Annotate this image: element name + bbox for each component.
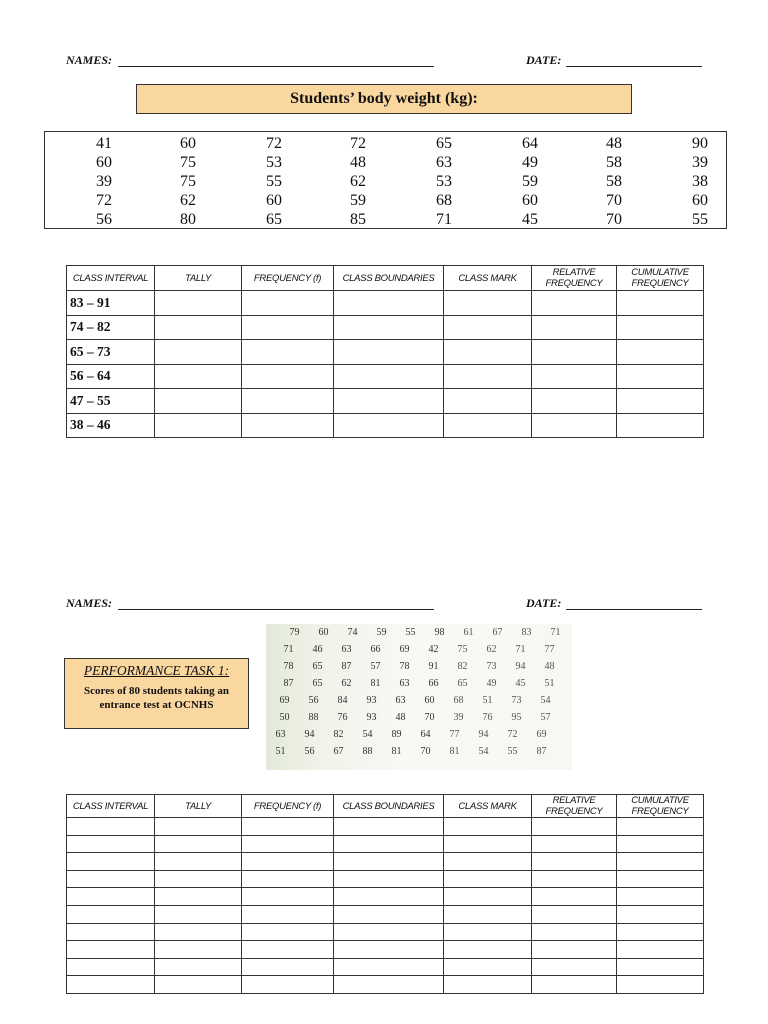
answer-cell[interactable] — [334, 389, 444, 414]
score-value: 48 — [544, 661, 555, 672]
answer-cell[interactable] — [242, 340, 334, 365]
score-value: 59 — [376, 627, 387, 638]
table-row — [67, 291, 704, 316]
date-label: DATE: — [526, 53, 562, 67]
table-row — [67, 941, 704, 959]
score-value: 66 — [428, 678, 439, 689]
weight-value: 80 — [180, 210, 196, 228]
column-header: RELATIVE FREQUENCY — [532, 266, 617, 291]
scores-row — [266, 692, 572, 709]
table-row — [67, 976, 704, 994]
scores-row — [266, 743, 572, 760]
answer-cell[interactable] — [155, 389, 242, 414]
answer-cell[interactable] — [532, 818, 617, 836]
class-interval-cell: 38 – 46 — [67, 413, 155, 438]
answer-cell[interactable] — [67, 976, 155, 994]
scores-row — [266, 726, 572, 743]
answer-cell[interactable] — [617, 870, 704, 888]
answer-cell[interactable] — [242, 291, 334, 316]
score-value: 74 — [347, 627, 358, 638]
answer-cell[interactable] — [532, 835, 617, 853]
score-value: 54 — [540, 695, 551, 706]
score-value: 70 — [424, 712, 435, 723]
score-value: 39 — [453, 712, 464, 723]
answer-cell[interactable] — [67, 941, 155, 959]
date-label-2: DATE: — [526, 596, 562, 610]
score-value: 65 — [457, 678, 468, 689]
weight-value: 90 — [692, 134, 708, 152]
score-value: 94 — [304, 729, 315, 740]
answer-cell[interactable] — [617, 291, 704, 316]
weights-row — [45, 153, 726, 172]
weight-value: 72 — [266, 134, 282, 152]
score-value: 70 — [420, 746, 431, 757]
answer-cell[interactable] — [617, 905, 704, 923]
names-label: NAMES: — [66, 53, 113, 67]
score-value: 56 — [308, 695, 319, 706]
score-value: 93 — [366, 695, 377, 706]
score-value: 66 — [370, 644, 381, 655]
score-value: 94 — [515, 661, 526, 672]
score-value: 78 — [399, 661, 410, 672]
score-value: 46 — [312, 644, 323, 655]
score-value: 57 — [370, 661, 381, 672]
class-interval-cell: 74 – 82 — [67, 315, 155, 340]
class-interval-cell: 65 – 73 — [67, 340, 155, 365]
weight-value: 70 — [606, 210, 622, 228]
answer-cell[interactable] — [334, 835, 444, 853]
answer-cell[interactable] — [334, 888, 444, 906]
class-interval-cell: 56 – 64 — [67, 364, 155, 389]
answer-cell[interactable] — [67, 923, 155, 941]
answer-cell[interactable] — [242, 389, 334, 414]
weight-value: 58 — [606, 153, 622, 171]
answer-cell[interactable] — [155, 853, 242, 871]
answer-cell[interactable] — [617, 853, 704, 871]
answer-cell[interactable] — [242, 853, 334, 871]
score-value: 82 — [333, 729, 344, 740]
score-value: 79 — [289, 627, 300, 638]
answer-cell[interactable] — [532, 364, 617, 389]
score-value: 88 — [308, 712, 319, 723]
weight-value: 48 — [350, 153, 366, 171]
table-row — [67, 923, 704, 941]
answer-cell[interactable] — [617, 976, 704, 994]
score-value: 98 — [434, 627, 445, 638]
score-value: 71 — [283, 644, 294, 655]
score-value: 49 — [486, 678, 497, 689]
weight-value: 71 — [436, 210, 452, 228]
score-value: 78 — [283, 661, 294, 672]
answer-cell[interactable] — [532, 905, 617, 923]
score-value: 81 — [391, 746, 402, 757]
answer-cell[interactable] — [67, 818, 155, 836]
score-value: 55 — [507, 746, 518, 757]
weight-value: 62 — [350, 172, 366, 190]
score-value: 71 — [550, 627, 561, 638]
column-header: CUMULATIVE FREQUENCY — [617, 795, 704, 818]
answer-cell[interactable] — [155, 413, 242, 438]
weight-value: 60 — [266, 191, 282, 209]
score-value: 73 — [486, 661, 497, 672]
score-value: 91 — [428, 661, 439, 672]
score-value: 60 — [318, 627, 329, 638]
table-row — [67, 870, 704, 888]
answer-cell[interactable] — [444, 870, 532, 888]
answer-cell[interactable] — [155, 941, 242, 959]
answer-cell[interactable] — [444, 818, 532, 836]
answer-cell[interactable] — [67, 870, 155, 888]
answer-cell[interactable] — [242, 905, 334, 923]
weight-value: 48 — [606, 134, 622, 152]
answer-cell[interactable] — [67, 888, 155, 906]
names-field[interactable] — [118, 66, 434, 67]
score-value: 57 — [540, 712, 551, 723]
answer-cell[interactable] — [617, 413, 704, 438]
answer-cell[interactable] — [242, 818, 334, 836]
score-value: 45 — [515, 678, 526, 689]
score-value: 65 — [312, 661, 323, 672]
weights-row — [45, 210, 726, 229]
answer-cell[interactable] — [444, 905, 532, 923]
column-header: CLASS MARK — [444, 266, 532, 291]
score-value: 63 — [275, 729, 286, 740]
answer-cell[interactable] — [617, 364, 704, 389]
answer-cell[interactable] — [334, 340, 444, 365]
answer-cell[interactable] — [334, 413, 444, 438]
answer-cell[interactable] — [155, 291, 242, 316]
scores-row — [266, 624, 572, 641]
answer-cell[interactable] — [617, 888, 704, 906]
answer-cell[interactable] — [532, 870, 617, 888]
answer-cell[interactable] — [444, 888, 532, 906]
weight-value: 62 — [180, 191, 196, 209]
weight-value: 85 — [350, 210, 366, 228]
score-value: 62 — [486, 644, 497, 655]
score-value: 54 — [478, 746, 489, 757]
weight-value: 70 — [606, 191, 622, 209]
answer-cell[interactable] — [444, 389, 532, 414]
answer-cell[interactable] — [532, 976, 617, 994]
column-header: TALLY — [155, 266, 242, 291]
score-value: 55 — [405, 627, 416, 638]
score-value: 75 — [457, 644, 468, 655]
answer-cell[interactable] — [444, 923, 532, 941]
weight-value: 49 — [522, 153, 538, 171]
answer-cell[interactable] — [155, 870, 242, 888]
answer-cell[interactable] — [155, 315, 242, 340]
weight-value: 53 — [266, 153, 282, 171]
weight-value: 75 — [180, 153, 196, 171]
answer-cell[interactable] — [532, 389, 617, 414]
answer-cell[interactable] — [444, 315, 532, 340]
answer-cell[interactable] — [155, 976, 242, 994]
scores-photo — [266, 624, 572, 770]
score-value: 51 — [544, 678, 555, 689]
score-value: 77 — [544, 644, 555, 655]
score-value: 67 — [333, 746, 344, 757]
column-header: CLASS MARK — [444, 795, 532, 818]
answer-cell[interactable] — [532, 941, 617, 959]
scores-row — [266, 709, 572, 726]
answer-cell[interactable] — [617, 923, 704, 941]
answer-cell[interactable] — [334, 291, 444, 316]
weight-value: 39 — [96, 172, 112, 190]
table-row — [67, 315, 704, 340]
table-row — [67, 413, 704, 438]
date-field[interactable] — [566, 66, 702, 67]
weight-value: 60 — [522, 191, 538, 209]
answer-cell[interactable] — [532, 853, 617, 871]
answer-cell[interactable] — [242, 870, 334, 888]
score-value: 94 — [478, 729, 489, 740]
answer-cell[interactable] — [155, 818, 242, 836]
score-value: 77 — [449, 729, 460, 740]
answer-cell[interactable] — [617, 818, 704, 836]
answer-cell[interactable] — [242, 958, 334, 976]
weights-row — [45, 191, 726, 210]
score-value: 67 — [492, 627, 503, 638]
answer-cell[interactable] — [242, 315, 334, 340]
score-value: 68 — [453, 695, 464, 706]
column-header: FREQUENCY (f) — [242, 266, 334, 291]
score-value: 62 — [341, 678, 352, 689]
answer-cell[interactable] — [155, 905, 242, 923]
answer-cell[interactable] — [242, 941, 334, 959]
score-value: 65 — [312, 678, 323, 689]
answer-cell[interactable] — [617, 340, 704, 365]
answer-cell[interactable] — [334, 923, 444, 941]
score-value: 93 — [366, 712, 377, 723]
task-description: Scores of 80 students taking an entrance test at OCNHS — [84, 685, 229, 711]
answer-cell[interactable] — [334, 976, 444, 994]
weight-value: 55 — [266, 172, 282, 190]
answer-cell[interactable] — [532, 291, 617, 316]
score-value: 51 — [275, 746, 286, 757]
score-value: 76 — [482, 712, 493, 723]
score-value: 63 — [341, 644, 352, 655]
column-header: CLASS INTERVAL — [67, 795, 155, 818]
answer-cell[interactable] — [444, 853, 532, 871]
score-value: 42 — [428, 644, 439, 655]
answer-cell[interactable] — [155, 888, 242, 906]
table-row — [67, 364, 704, 389]
weight-value: 63 — [436, 153, 452, 171]
answer-cell[interactable] — [155, 835, 242, 853]
score-value: 54 — [362, 729, 373, 740]
weight-value: 59 — [522, 172, 538, 190]
weights-grid — [45, 134, 726, 229]
answer-cell[interactable] — [155, 923, 242, 941]
table-row — [67, 389, 704, 414]
answer-cell[interactable] — [617, 315, 704, 340]
score-value: 64 — [420, 729, 431, 740]
answer-cell[interactable] — [242, 923, 334, 941]
task-title: PERFORMANCE TASK 1: — [83, 663, 230, 678]
weight-value: 59 — [350, 191, 366, 209]
weights-title-box — [136, 84, 632, 114]
score-value: 82 — [457, 661, 468, 672]
weight-value: 60 — [96, 153, 112, 171]
answer-cell[interactable] — [444, 340, 532, 365]
score-value: 71 — [515, 644, 526, 655]
table-row — [67, 340, 704, 365]
answer-cell[interactable] — [444, 941, 532, 959]
answer-cell[interactable] — [242, 976, 334, 994]
weight-value: 55 — [692, 210, 708, 228]
score-value: 95 — [511, 712, 522, 723]
answer-cell[interactable] — [334, 905, 444, 923]
answer-cell[interactable] — [532, 315, 617, 340]
answer-cell[interactable] — [334, 941, 444, 959]
score-value: 81 — [370, 678, 381, 689]
answer-cell[interactable] — [334, 364, 444, 389]
weight-value: 65 — [436, 134, 452, 152]
answer-cell[interactable] — [532, 413, 617, 438]
score-value: 89 — [391, 729, 402, 740]
weights-data-box — [44, 131, 727, 229]
score-value: 60 — [424, 695, 435, 706]
weight-value: 64 — [522, 134, 538, 152]
score-value: 69 — [279, 695, 290, 706]
answer-cell[interactable] — [334, 315, 444, 340]
weight-value: 45 — [522, 210, 538, 228]
answer-cell[interactable] — [444, 364, 532, 389]
weight-value: 72 — [96, 191, 112, 209]
class-interval-cell: 83 – 91 — [67, 291, 155, 316]
column-header: TALLY — [155, 795, 242, 818]
answer-cell[interactable] — [334, 870, 444, 888]
answer-cell[interactable] — [242, 413, 334, 438]
score-value: 63 — [395, 695, 406, 706]
table-header-row — [67, 795, 704, 818]
frequency-table-1 — [66, 265, 704, 438]
score-value: 73 — [511, 695, 522, 706]
score-value: 51 — [482, 695, 493, 706]
weights-row — [45, 134, 726, 153]
weight-value: 72 — [350, 134, 366, 152]
performance-task-box — [64, 658, 249, 729]
column-header: CLASS BOUNDARIES — [334, 266, 444, 291]
answer-cell[interactable] — [334, 853, 444, 871]
answer-cell[interactable] — [67, 905, 155, 923]
score-value: 81 — [449, 746, 460, 757]
scores-row — [266, 675, 572, 692]
answer-cell[interactable] — [617, 389, 704, 414]
column-header: CLASS INTERVAL — [67, 266, 155, 291]
answer-cell[interactable] — [444, 958, 532, 976]
table-row — [67, 853, 704, 871]
weight-value: 60 — [180, 134, 196, 152]
table-row — [67, 958, 704, 976]
score-value: 63 — [399, 678, 410, 689]
score-value: 84 — [337, 695, 348, 706]
weight-value: 68 — [436, 191, 452, 209]
answer-cell[interactable] — [155, 364, 242, 389]
score-value: 87 — [341, 661, 352, 672]
score-value: 87 — [536, 746, 547, 757]
class-interval-cell: 47 – 55 — [67, 389, 155, 414]
score-value: 50 — [279, 712, 290, 723]
scores-grid — [266, 624, 572, 760]
answer-cell[interactable] — [242, 364, 334, 389]
answer-cell[interactable] — [155, 958, 242, 976]
weights-title: Students’ body weight (kg): — [290, 90, 478, 107]
column-header: CLASS BOUNDARIES — [334, 795, 444, 818]
score-value: 88 — [362, 746, 373, 757]
weight-value: 56 — [96, 210, 112, 228]
weight-value: 65 — [266, 210, 282, 228]
answer-cell[interactable] — [444, 413, 532, 438]
answer-cell[interactable] — [617, 835, 704, 853]
answer-cell[interactable] — [67, 958, 155, 976]
frequency-table-2 — [66, 794, 704, 994]
date-field-2[interactable] — [566, 609, 702, 610]
score-value: 76 — [337, 712, 348, 723]
answer-cell[interactable] — [242, 888, 334, 906]
score-value: 61 — [463, 627, 474, 638]
score-value: 48 — [395, 712, 406, 723]
column-header: RELATIVE FREQUENCY — [532, 795, 617, 818]
weight-value: 58 — [606, 172, 622, 190]
answer-cell[interactable] — [67, 853, 155, 871]
table-row — [67, 905, 704, 923]
answer-cell[interactable] — [532, 888, 617, 906]
table-row — [67, 888, 704, 906]
table-row — [67, 818, 704, 836]
weight-value: 60 — [692, 191, 708, 209]
weight-value: 38 — [692, 172, 708, 190]
answer-cell[interactable] — [532, 923, 617, 941]
answer-cell[interactable] — [617, 958, 704, 976]
column-header: FREQUENCY (f) — [242, 795, 334, 818]
score-value: 69 — [536, 729, 547, 740]
score-value: 72 — [507, 729, 518, 740]
weight-value: 53 — [436, 172, 452, 190]
weight-value: 39 — [692, 153, 708, 171]
answer-cell[interactable] — [532, 958, 617, 976]
scores-row — [266, 658, 572, 675]
answer-cell[interactable] — [444, 976, 532, 994]
weights-row — [45, 172, 726, 191]
names-label-2: NAMES: — [66, 596, 113, 610]
answer-cell[interactable] — [334, 958, 444, 976]
score-value: 69 — [399, 644, 410, 655]
column-header: CUMULATIVE FREQUENCY — [617, 266, 704, 291]
score-value: 83 — [521, 627, 532, 638]
score-value: 87 — [283, 678, 294, 689]
answer-cell[interactable] — [334, 818, 444, 836]
answer-cell[interactable] — [444, 835, 532, 853]
table-header-row — [67, 266, 704, 291]
score-value: 56 — [304, 746, 315, 757]
answer-cell[interactable] — [155, 340, 242, 365]
answer-cell[interactable] — [617, 941, 704, 959]
weight-value: 41 — [96, 134, 112, 152]
weight-value: 75 — [180, 172, 196, 190]
table-row — [67, 835, 704, 853]
answer-cell[interactable] — [67, 835, 155, 853]
scores-row — [266, 641, 572, 658]
answer-cell[interactable] — [532, 340, 617, 365]
names-field-2[interactable] — [118, 609, 434, 610]
answer-cell[interactable] — [242, 835, 334, 853]
answer-cell[interactable] — [444, 291, 532, 316]
